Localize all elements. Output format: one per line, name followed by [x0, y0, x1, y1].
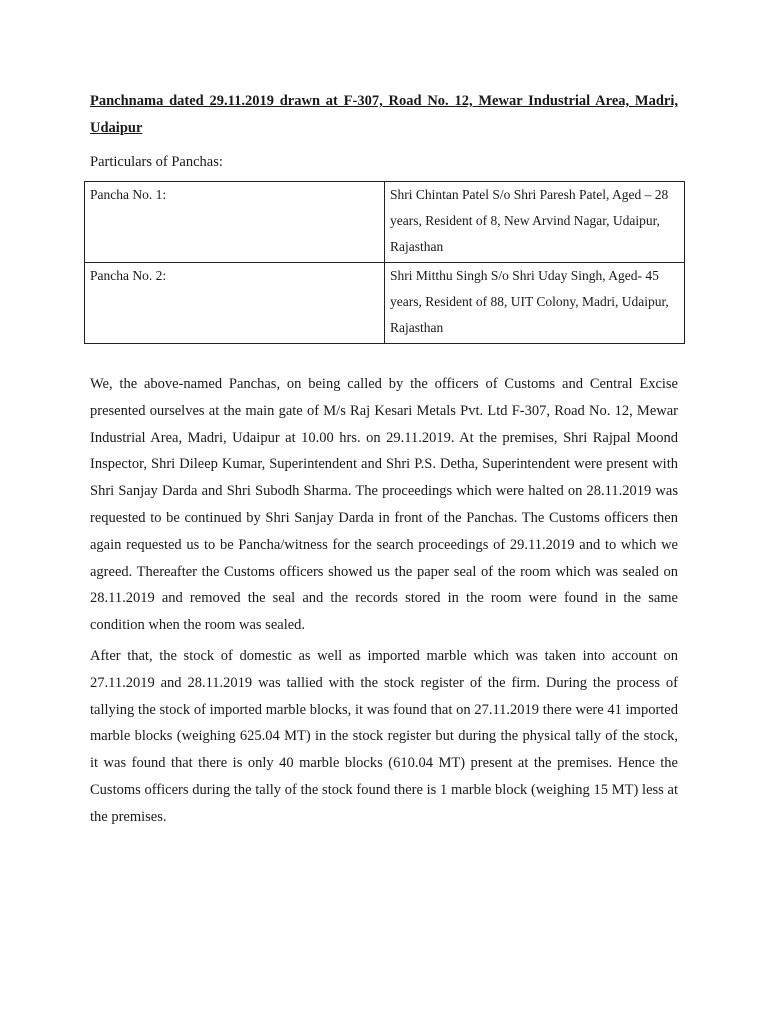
table-row [85, 263, 685, 344]
paragraph-1: We, the above-named Panchas, on being called by the officers of Customs and Central Excise presented ourselves at the main gate of M/s Raj Kesari Metals Pvt. Ltd F-307, Road No. 12, Mewar Industrial Area, Madri, Udaipur at 10.00 hrs. on 29.11.2019. At the premises, Shri Rajpal Moond Inspector, Shri Dileep Kumar, Superintendent and Shri P.S. Detha, Superintendent were present with Shri Sanjay Darda and Shri Subodh Sharma. The proceedings which were halted on 28.11.2019 was requested to be continued by Shri Sanjay Darda in front of the Panchas. The Customs officers then again requested us to be Pancha/witness for the search proceedings of 29.11.2019 and to which we agreed. Thereafter the Customs officers showed us the paper seal of the room which was sealed on 28.11.2019 and removed the seal and the records stored in the room were found in the same condition when the room was sealed. [90, 376, 678, 634]
pancha-1-label: Pancha No. 1: [85, 182, 385, 263]
document-title: Panchnama dated 29.11.2019 drawn at F-307, Road No. 12, Mewar Industrial Area, Madri, Udaipur [90, 93, 678, 136]
pancha-2-label: Pancha No. 2: [85, 263, 385, 344]
panchas-table [84, 181, 685, 344]
paragraph-2: After that, the stock of domestic as well as imported marble which was taken into account on 27.11.2019 and 28.11.2019 was tallied with the stock register of the firm. During the process of tallying the stock of imported marble blocks, it was found that on 27.11.2019 there were 41 imported marble blocks (weighing 625.04 MT) in the stock register but during the physical tally of the stock, it was found that there is only 40 marble blocks (610.04 MT) present at the premises. Hence the Customs officers during the tally of the stock found there is 1 marble block (weighing 15 MT) less at the premises. [90, 647, 678, 825]
pancha-1-details: Shri Chintan Patel S/o Shri Paresh Patel, Aged – 28 years, Resident of 8, New Arvind Nagar, Udaipur, Rajasthan [385, 182, 685, 263]
table-row [85, 182, 685, 263]
pancha-2-details: Shri Mitthu Singh S/o Shri Uday Singh, Aged- 45 years, Resident of 88, UIT Colony, Madri, Udaipur, Rajasthan [385, 263, 685, 344]
panchas-subheading: Particulars of Panchas: [90, 154, 223, 170]
document-header [90, 88, 678, 176]
document-body [90, 371, 678, 835]
